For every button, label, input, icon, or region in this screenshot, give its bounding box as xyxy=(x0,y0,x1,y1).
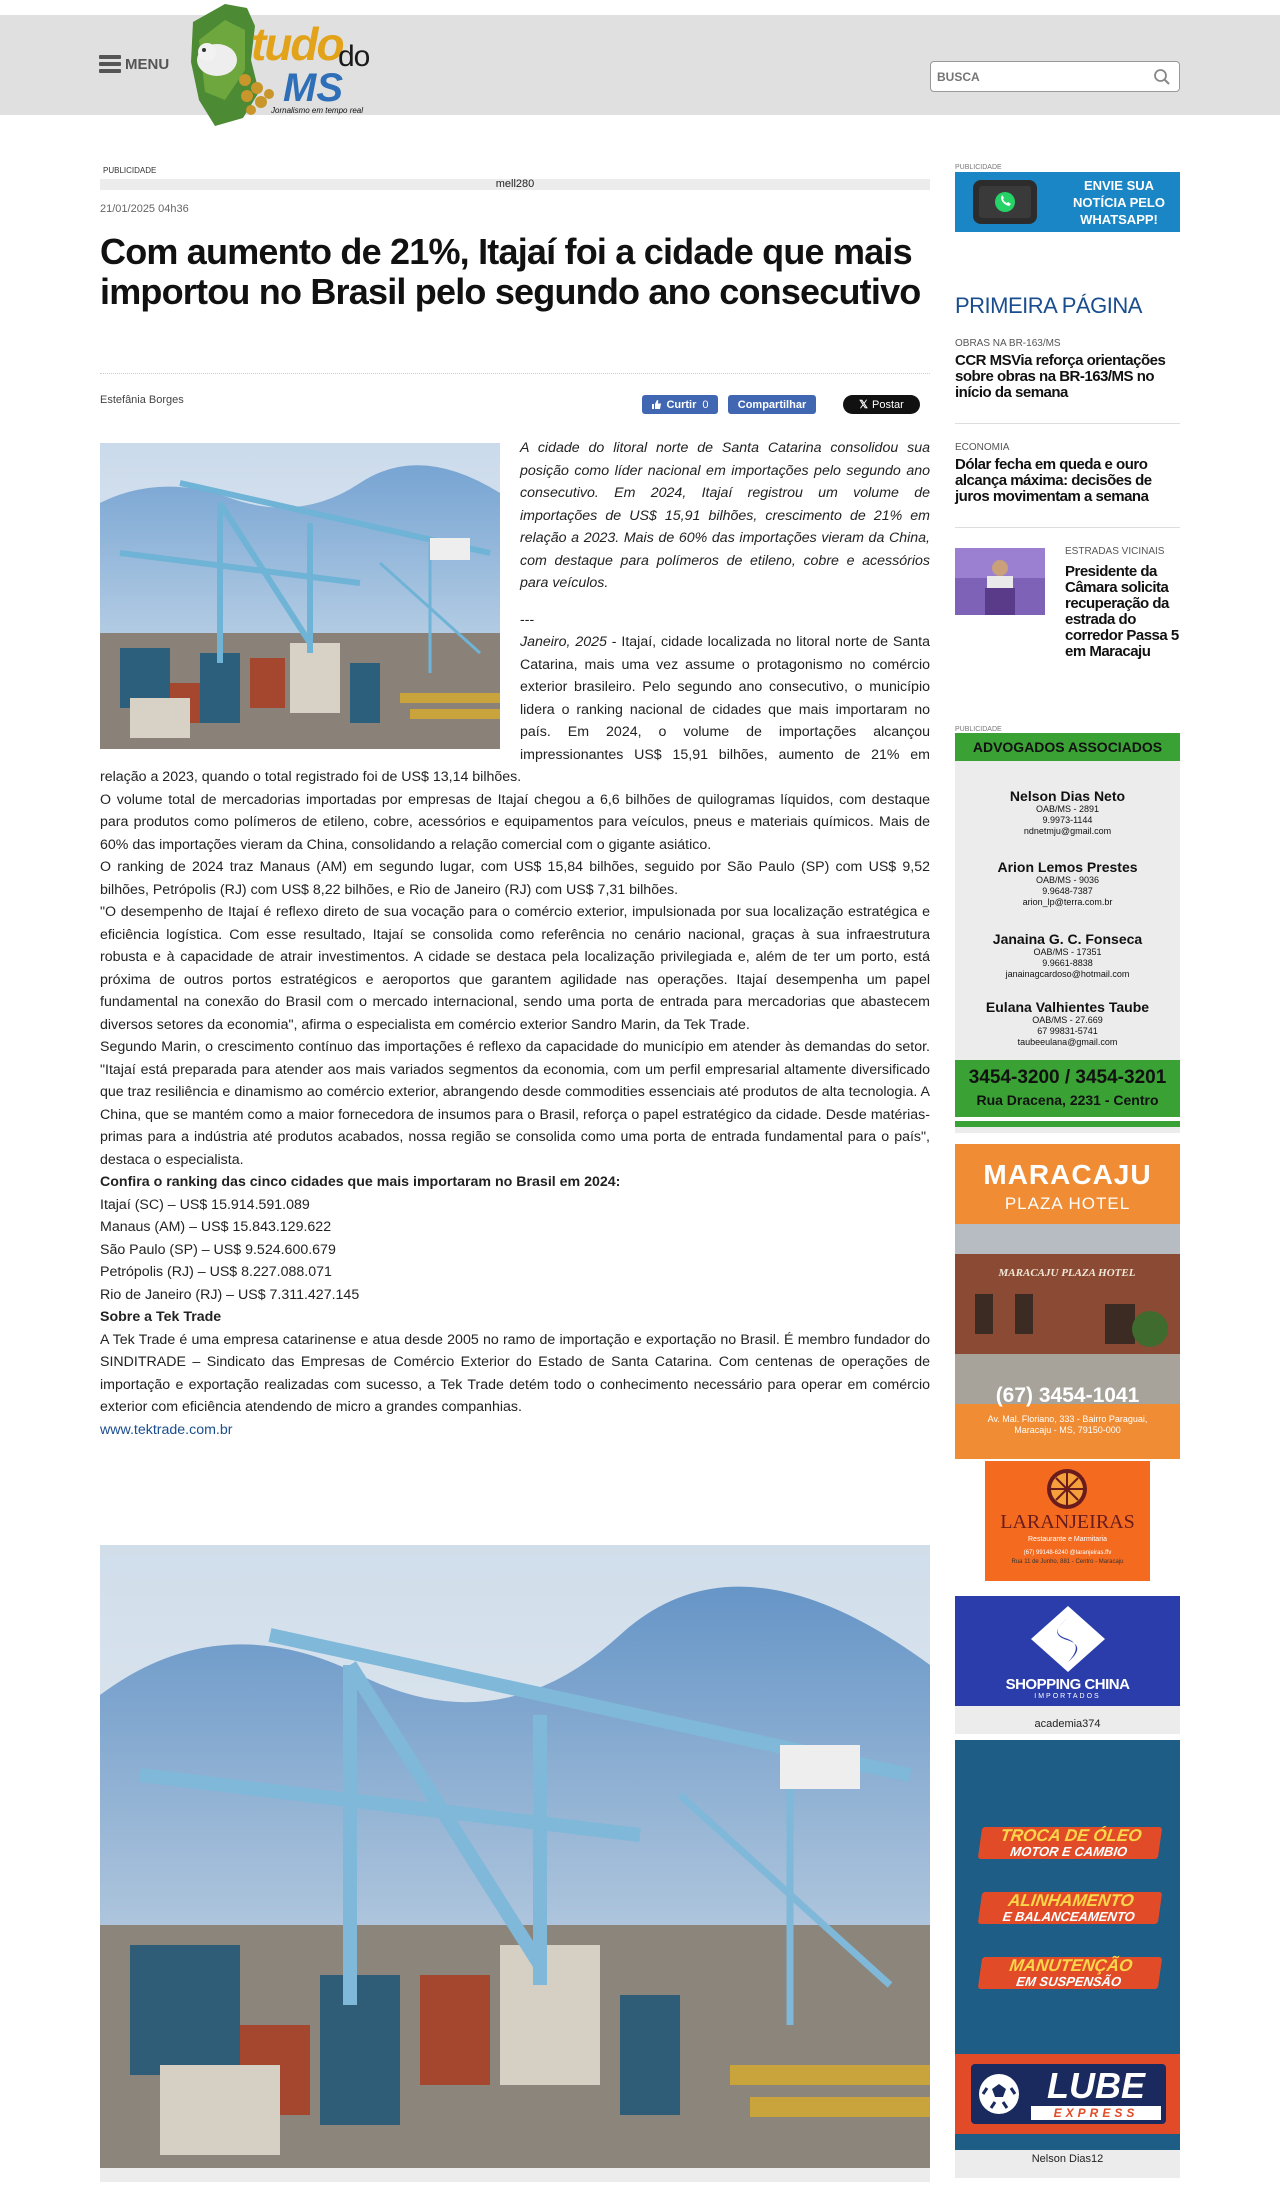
shopping-china-ad[interactable] xyxy=(955,1596,1180,1706)
whatsapp-banner-text: ENVIE SUA NOTÍCIA PELO WHATSAPP! xyxy=(1073,178,1165,227)
hotel-ad[interactable] xyxy=(955,1144,1180,1459)
x-logo-icon: 𝕏 xyxy=(859,399,869,411)
like-count: 0 xyxy=(702,398,709,411)
facebook-like-button[interactable] xyxy=(642,395,718,414)
logo-text-tudo: tudo xyxy=(251,18,343,70)
item-category: ECONOMIA xyxy=(955,442,1010,453)
item-category: OBRAS NA BR-163/MS xyxy=(955,338,1061,349)
orange-slice-icon xyxy=(1045,1467,1089,1511)
whatsapp-phone-icon xyxy=(965,178,1045,226)
like-label: Curtir xyxy=(666,398,697,411)
front-page-item[interactable] xyxy=(1065,546,1180,557)
service-badge: MANUTENÇÃO EM SUSPENSÃO xyxy=(978,1957,1162,1989)
article-author: Estefânia Borges xyxy=(100,394,184,406)
ad-label: PUBLICIDADE xyxy=(103,166,157,175)
hamburger-icon xyxy=(99,55,121,73)
x-post-button[interactable] xyxy=(843,395,920,414)
paragraph: "O desempenho de Itajaí é reflexo direto de sua vocação para o comércio exterior, impulsionada por sua localização estratégica e eficiência logística. Com esse resultado, Itajaí se consolida como referência no cenário nacional, graças à sua infraestrutura robusta e à capacidade de atrair investimentos. A cidade se destaca pela localização privilegiada e, além de ter um porto, está próxima de outros portos estratégicos e aeroportos que garantem agilidade nas operações. Itajaí desempenha um papel fundamental na conexão do Brasil com o mercado internacional, sendo uma porta de entrada para mercadorias que abastecem diversos setores da economia", afirma o especialista em comércio exterior Sandro Marin, da Tek Trade. xyxy=(100,904,930,1033)
separator: --- xyxy=(520,611,535,628)
paragraph: Segundo Marin, o crescimento contínuo das importações é reflexo da capacidade do município em atender às demandas do setor. "Itajaí está preparada para atender aos mais variados segmentos da economia, com um perfil empresarial altamente diversificado que traz resiliência e dinamismo ao comércio exterior, abrangendo desde commodities essenciais até produtos de alta tecnologia. A China, que se mantém como a maior fornecedora de insumos para o Brasil, reforça o papel estratégico da cidade. Desde matérias-primas para a indústria até produtos acabados, nossa região se consolida como uma porta de entrada fundamental para o país", destaca o especialista. xyxy=(100,1039,930,1168)
menu-button[interactable] xyxy=(99,55,169,73)
front-page-title: PRIMEIRA PÁGINA xyxy=(955,293,1142,318)
port-cranes-large-image[interactable] xyxy=(100,1545,930,2168)
front-page-item[interactable] xyxy=(955,338,1180,401)
site-logo[interactable] xyxy=(185,0,395,130)
paragraph: A Tek Trade é uma empresa catarinense e atua desde 2005 no ramo de importação e exportação no Brasil. É membro fundador do SINDITRADE – Sindicato das Empresas de Comércio Exterior do Estado de Santa Catarina. Com centenas de operações de importação e exportação realizadas com sucesso, a Tek Trade detém todo o conhecimento necessário para operar em comércio exterior com eficiência atendendo de micro a grandes companhias. xyxy=(100,1331,930,1415)
shopping-china-logo-icon xyxy=(1027,1604,1109,1674)
ad-footer-bar xyxy=(955,1117,1180,1127)
lube-express-logo: LUBE EXPRESS xyxy=(955,2054,1180,2134)
whatsapp-banner[interactable] xyxy=(955,172,1180,232)
ad-label: PUBLICIDADE xyxy=(955,164,1002,171)
article-body xyxy=(100,437,930,1441)
laranjeiras-ad[interactable] xyxy=(985,1461,1150,1581)
ranking-item: Rio de Janeiro (RJ) – US$ 7.311.427.145 xyxy=(100,1286,360,1303)
ranking-title: Confira o ranking das cinco cidades que mais importaram no Brasil em 2024: xyxy=(100,1174,621,1190)
shopping-china-name: SHOPPING CHINA xyxy=(1005,1676,1130,1693)
ad-caption[interactable]: mell280 xyxy=(100,179,930,190)
ad-caption[interactable]: Nelson Dias12 xyxy=(955,2150,1180,2178)
about-title: Sobre a Tek Trade xyxy=(100,1309,222,1325)
item-headline[interactable]: Dólar fecha em queda e ouro alcança máxima: decisões de juros movimentam a semana xyxy=(955,456,1152,505)
divider xyxy=(955,527,1180,528)
paragraph: O volume total de mercadorias importadas por empresas de Itajaí chegou a 6,6 bilhões de quilogramas líquidos, com destaque para produtos como polímeros de etileno, cobre, acessórios e equipamentos para veículos, pneus e materiais químicos. Mais de 60% das importações vieram da China, consolidando a relação comercial com o gigante asiático. xyxy=(100,791,930,853)
hotel-phone: (67) 3454-1041 xyxy=(995,1384,1140,1407)
item-category: ESTRADAS VICINAIS xyxy=(1065,546,1165,557)
lawyers-ad-title: ADVOGADOS ASSOCIADOS xyxy=(955,733,1180,761)
paragraph: Janeiro, 2025 - Itajaí, cidade localizada no litoral norte de Santa Catarina, mais uma vez assume o protagonismo no comércio exterior brasileiro. Pelo segundo ano consecutivo, o município lidera o ranking nacional de cidades que mais importaram no país. Em 2024, o volume de importações alcançou impressionantes US$ 15,91 bilhões, aumento de 21% em relação a 2023, quando o total registrado foi de US$ 13,14 bilhões. xyxy=(100,634,930,785)
menu-label: MENU xyxy=(125,55,170,73)
image-caption-bar xyxy=(100,2168,930,2182)
lube-express-ad[interactable] xyxy=(955,1740,1180,2150)
search-box[interactable] xyxy=(930,61,1180,92)
laranjeiras-social: (67) 99148-6240 @laranjeiras.ffv xyxy=(1023,1550,1112,1556)
lawyers-ad-phones: 3454-3200 / 3454-3201 Rua Dracena, 2231 - Centro xyxy=(955,1060,1180,1117)
item-headline[interactable]: Presidente da Câmara solicita recuperação da estrada do corredor Passa 5 em Maracaju xyxy=(1065,563,1179,660)
ad-caption[interactable]: academia374 xyxy=(955,1706,1180,1734)
post-label: Postar xyxy=(872,398,904,411)
search-input[interactable] xyxy=(937,68,1147,86)
port-cranes-image[interactable] xyxy=(100,443,500,749)
service-badge: TROCA DE ÓLEO MOTOR E CAMBIO xyxy=(978,1827,1162,1859)
lawyers-ad[interactable] xyxy=(955,733,1180,1133)
hotel-sign-text: MARACAJU PLAZA HOTEL xyxy=(998,1267,1136,1279)
tektrade-link[interactable]: www.tektrade.com.br xyxy=(100,1421,233,1438)
ad-label: PUBLICIDADE xyxy=(955,726,1002,733)
hotel-name: MARACAJU xyxy=(983,1159,1152,1190)
service-badge: ALINHAMENTO E BALANCEAMENTO xyxy=(978,1892,1162,1924)
paragraph: O ranking de 2024 traz Manaus (AM) em segundo lugar, com US$ 15,84 bilhões, seguido por São Paulo (SP) com US$ 9,52 bilhões, Petrópolis (RJ) com US$ 8,22 bilhões, e Rio de Janeiro (RJ) com US$ 7,31 bilhões. xyxy=(100,859,930,898)
article-title: Com aumento de 21%, Itajaí foi a cidade que mais importou no Brasil pelo segundo ano consecutivo xyxy=(100,231,921,312)
lawyer-entry: Eulana Valhientes Taube OAB/MS - 27.669 67 99831-5741 taubeeulana@gmail.com xyxy=(985,999,1150,1047)
article-lead: A cidade do litoral norte de Santa Catarina consolidou sua posição como líder nacional em importações pelo segundo ano consecutivo. Em 2024, Itajaí registrou um volume de importações de US$ 15,91 bilhões, crescimento de 21% em relação a 2023. Mais de 60% das importações vieram da China, com destaque para polímeros de etileno, cobre e acessórios para veículos. xyxy=(520,440,930,591)
share-label: Compartilhar xyxy=(737,398,807,411)
laranjeiras-subtitle: Restaurante e Marmitaria xyxy=(1028,1536,1107,1543)
front-page-item-headline-wrap[interactable] xyxy=(955,564,1180,660)
logo-tagline: Jornalismo em tempo real xyxy=(271,106,364,115)
ranking-item: Petrópolis (RJ) – US$ 8.227.088.071 xyxy=(100,1264,332,1280)
laranjeiras-address: Rua 11 de Junho, 881 - Centro - Maracaju xyxy=(1011,1559,1124,1565)
laranjeiras-name: LARANJEIRAS xyxy=(1000,1511,1135,1533)
divider xyxy=(100,373,930,374)
article-date: 21/01/2025 04h36 xyxy=(100,203,189,215)
item-headline[interactable]: CCR MSVia reforça orientações sobre obras na BR-163/MS no início da semana xyxy=(955,352,1166,401)
ranking-item: São Paulo (SP) – US$ 9.524.600.679 xyxy=(100,1241,336,1258)
ranking-item: Manaus (AM) – US$ 15.843.129.622 xyxy=(100,1219,332,1235)
front-page-item[interactable] xyxy=(955,442,1180,505)
ranking-item: Itajaí (SC) – US$ 15.914.591.089 xyxy=(100,1196,310,1213)
dateline: Janeiro, 2025 xyxy=(520,634,607,650)
hotel-building-photo xyxy=(955,1224,1180,1404)
logo-text-do: do xyxy=(338,40,370,73)
hotel-address: Av. Mal. Floriano, 333 - Bairro Paraguai, Maracaju - MS, 79150-000 xyxy=(987,1414,1148,1435)
lawyer-entry: Janaina G. C. Fonseca OAB/MS - 17351 9.9661-8838 janainagcardoso@hotmail.com xyxy=(992,931,1143,979)
soccer-ball-icon xyxy=(977,2072,1021,2116)
thumbs-up-icon xyxy=(651,399,662,410)
facebook-share-button[interactable] xyxy=(728,395,816,414)
divider xyxy=(955,423,1180,424)
hotel-subtitle: PLAZA HOTEL xyxy=(1004,1194,1131,1213)
lawyer-entry: Nelson Dias Neto OAB/MS - 2891 9.9973-1144 ndnetmju@gmail.com xyxy=(1009,788,1126,836)
search-icon[interactable] xyxy=(1153,68,1171,86)
shopping-china-subtitle: IMPORTADOS xyxy=(1034,1693,1101,1700)
lawyer-entry: Arion Lemos Prestes OAB/MS - 9036 9.9648-7387 arion_lp@terra.com.br xyxy=(997,859,1138,907)
logo-text-ms: MS xyxy=(283,66,343,110)
